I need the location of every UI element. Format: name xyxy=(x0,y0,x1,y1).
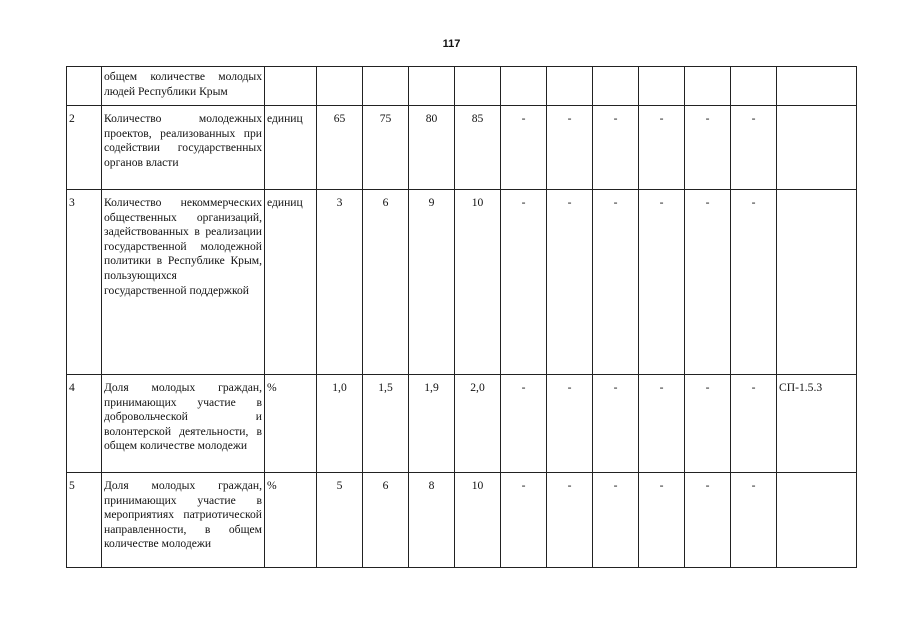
value-cell: 6 xyxy=(363,190,409,375)
value-cell: 2,0 xyxy=(455,375,501,473)
dash-cell xyxy=(547,67,593,106)
value-cell: 10 xyxy=(455,190,501,375)
row-number-cell: 5 xyxy=(67,473,102,568)
dash-cell: - xyxy=(547,106,593,190)
value-cell xyxy=(363,67,409,106)
page-number: 117 xyxy=(442,38,461,50)
dash-cell: - xyxy=(639,190,685,375)
dash-cell: - xyxy=(639,106,685,190)
dash-cell xyxy=(593,67,639,106)
value-cell: 9 xyxy=(409,190,455,375)
value-cell: 8 xyxy=(409,473,455,568)
value-cell: 1,0 xyxy=(317,375,363,473)
table-row xyxy=(67,473,857,568)
dash-cell: - xyxy=(731,106,777,190)
dash-cell: - xyxy=(547,473,593,568)
dash-cell: - xyxy=(501,190,547,375)
dash-cell: - xyxy=(685,106,731,190)
reference-cell xyxy=(777,473,857,568)
dash-cell: - xyxy=(639,375,685,473)
value-cell: 80 xyxy=(409,106,455,190)
dash-cell: - xyxy=(685,473,731,568)
unit-cell: % xyxy=(265,473,317,568)
dash-cell: - xyxy=(593,190,639,375)
value-cell: 85 xyxy=(455,106,501,190)
row-number-cell: 3 xyxy=(67,190,102,375)
table-row xyxy=(67,106,857,190)
value-cell: 1,9 xyxy=(409,375,455,473)
dash-cell xyxy=(501,67,547,106)
indicator-name-cell: Доля молодых граждан, принимающих участие в мероприятиях патриотической направленности, в общем количестве молодежи xyxy=(102,473,265,568)
dash-cell: - xyxy=(685,190,731,375)
dash-cell: - xyxy=(639,473,685,568)
dash-cell: - xyxy=(593,473,639,568)
dash-cell: - xyxy=(547,375,593,473)
value-cell: 1,5 xyxy=(363,375,409,473)
indicators-table xyxy=(66,66,857,568)
value-cell xyxy=(317,67,363,106)
dash-cell: - xyxy=(547,190,593,375)
value-cell: 5 xyxy=(317,473,363,568)
dash-cell xyxy=(731,67,777,106)
value-cell: 3 xyxy=(317,190,363,375)
indicator-name-cell: Количество молодежных проектов, реализованных при содействии государственных органов власти xyxy=(102,106,265,190)
table-row xyxy=(67,190,857,375)
dash-cell: - xyxy=(501,473,547,568)
dash-cell: - xyxy=(593,375,639,473)
dash-cell: - xyxy=(593,106,639,190)
reference-cell: СП-1.5.3 xyxy=(777,375,857,473)
dash-cell xyxy=(685,67,731,106)
dash-cell: - xyxy=(731,375,777,473)
unit-cell: % xyxy=(265,375,317,473)
table-row xyxy=(67,67,857,106)
value-cell: 65 xyxy=(317,106,363,190)
reference-cell xyxy=(777,67,857,106)
dash-cell: - xyxy=(501,375,547,473)
indicator-name-cell: Количество некоммерческих общественных организаций, задействованных в реализации государственной молодежной политики в Республике Крым, пользующихся государственной поддержкой xyxy=(102,190,265,375)
value-cell xyxy=(409,67,455,106)
indicator-name-cell: Доля молодых граждан, принимающих участие в добровольческой и волонтерской деятельности, в общем количестве молодежи xyxy=(102,375,265,473)
dash-cell: - xyxy=(731,190,777,375)
value-cell: 75 xyxy=(363,106,409,190)
unit-cell: единиц xyxy=(265,106,317,190)
reference-cell xyxy=(777,190,857,375)
value-cell: 10 xyxy=(455,473,501,568)
indicator-name-cell: общем количестве молодых людей Республики Крым xyxy=(102,67,265,106)
reference-cell xyxy=(777,106,857,190)
unit-cell: единиц xyxy=(265,190,317,375)
row-number-cell: 2 xyxy=(67,106,102,190)
dash-cell: - xyxy=(685,375,731,473)
dash-cell xyxy=(639,67,685,106)
table-row xyxy=(67,375,857,473)
dash-cell: - xyxy=(731,473,777,568)
row-number-cell: 4 xyxy=(67,375,102,473)
value-cell: 6 xyxy=(363,473,409,568)
unit-cell xyxy=(265,67,317,106)
dash-cell: - xyxy=(501,106,547,190)
row-number-cell xyxy=(67,67,102,106)
value-cell xyxy=(455,67,501,106)
